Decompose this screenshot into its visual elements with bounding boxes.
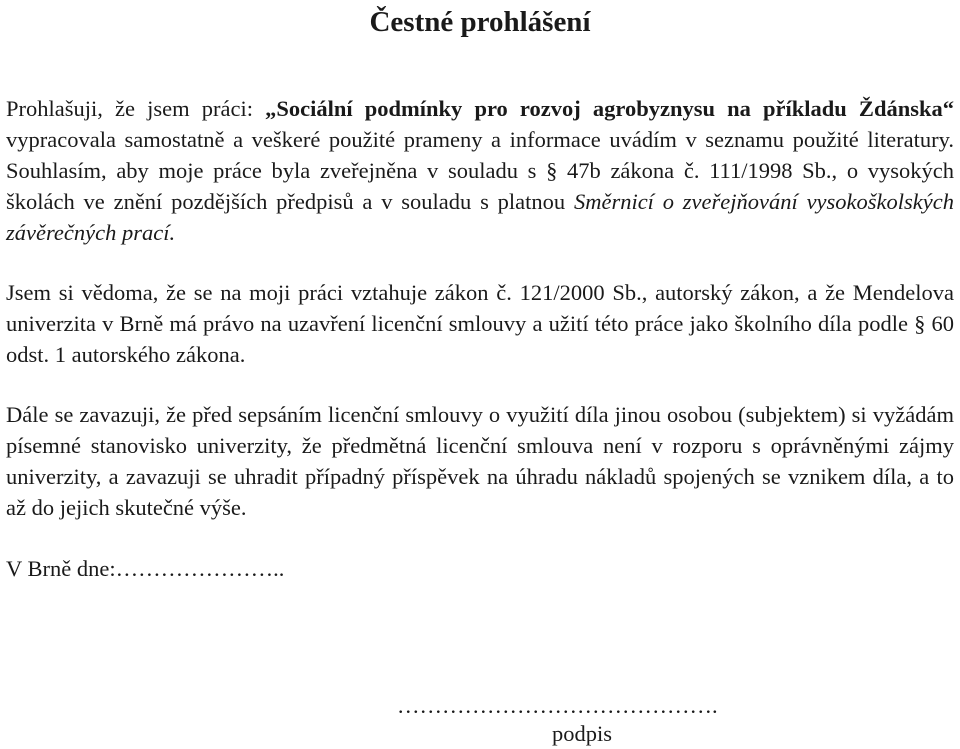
document-title: Čestné prohlášení bbox=[369, 6, 591, 38]
license-paragraph: Dále se zavazuji, že před sepsáním licenční smlouvy o využití díla jinou osobou (subjektem) si vyžádám písemné stanovisko univerzity, že předmětná licenční smlouva není v rozporu s oprávněnými zájmy univerzity, a zavazuji se uhradit případný příspěvek na úhradu nákladů spojených se vznikem díla, a to až do jejich skutečné výše. bbox=[6, 402, 954, 520]
place-date-line: V Brně dne:………………….. bbox=[6, 556, 285, 581]
signature-line: ……………………………………. bbox=[397, 693, 718, 718]
signature-label: podpis bbox=[552, 721, 613, 746]
declaration-paragraph bbox=[6, 93, 954, 248]
copyright-paragraph: Jsem si vědoma, že se na moji práci vztahuje zákon č. 121/2000 Sb., autorský zákon, a že Mendelova univerzita v Brně má právo na uzavření licenční smlouvy a užití této práce jako školního díla podle § 60 odst. 1 autorského zákona. bbox=[6, 280, 954, 367]
thesis-title: „Sociální podmínky pro rozvoj agrobyznysu na příkladu Ždánska“ bbox=[265, 96, 954, 121]
declaration-intro: Prohlašuji, že jsem práci: bbox=[6, 96, 266, 121]
declaration-text: vypracovala samostatně a veškeré použité prameny a informace uvádím v seznamu použité literatury. Souhlasím, aby moje práce byla zveřejněna v souladu s § 47b zákona č. 111/1998 Sb., o vysokých školách ve znění pozdějších předpisů a v souladu s platnou bbox=[6, 127, 954, 214]
document-page bbox=[6, 0, 954, 748]
directive-name: Směrnicí o zveřejňování vysokoškolských závěrečných prací. bbox=[6, 189, 954, 245]
